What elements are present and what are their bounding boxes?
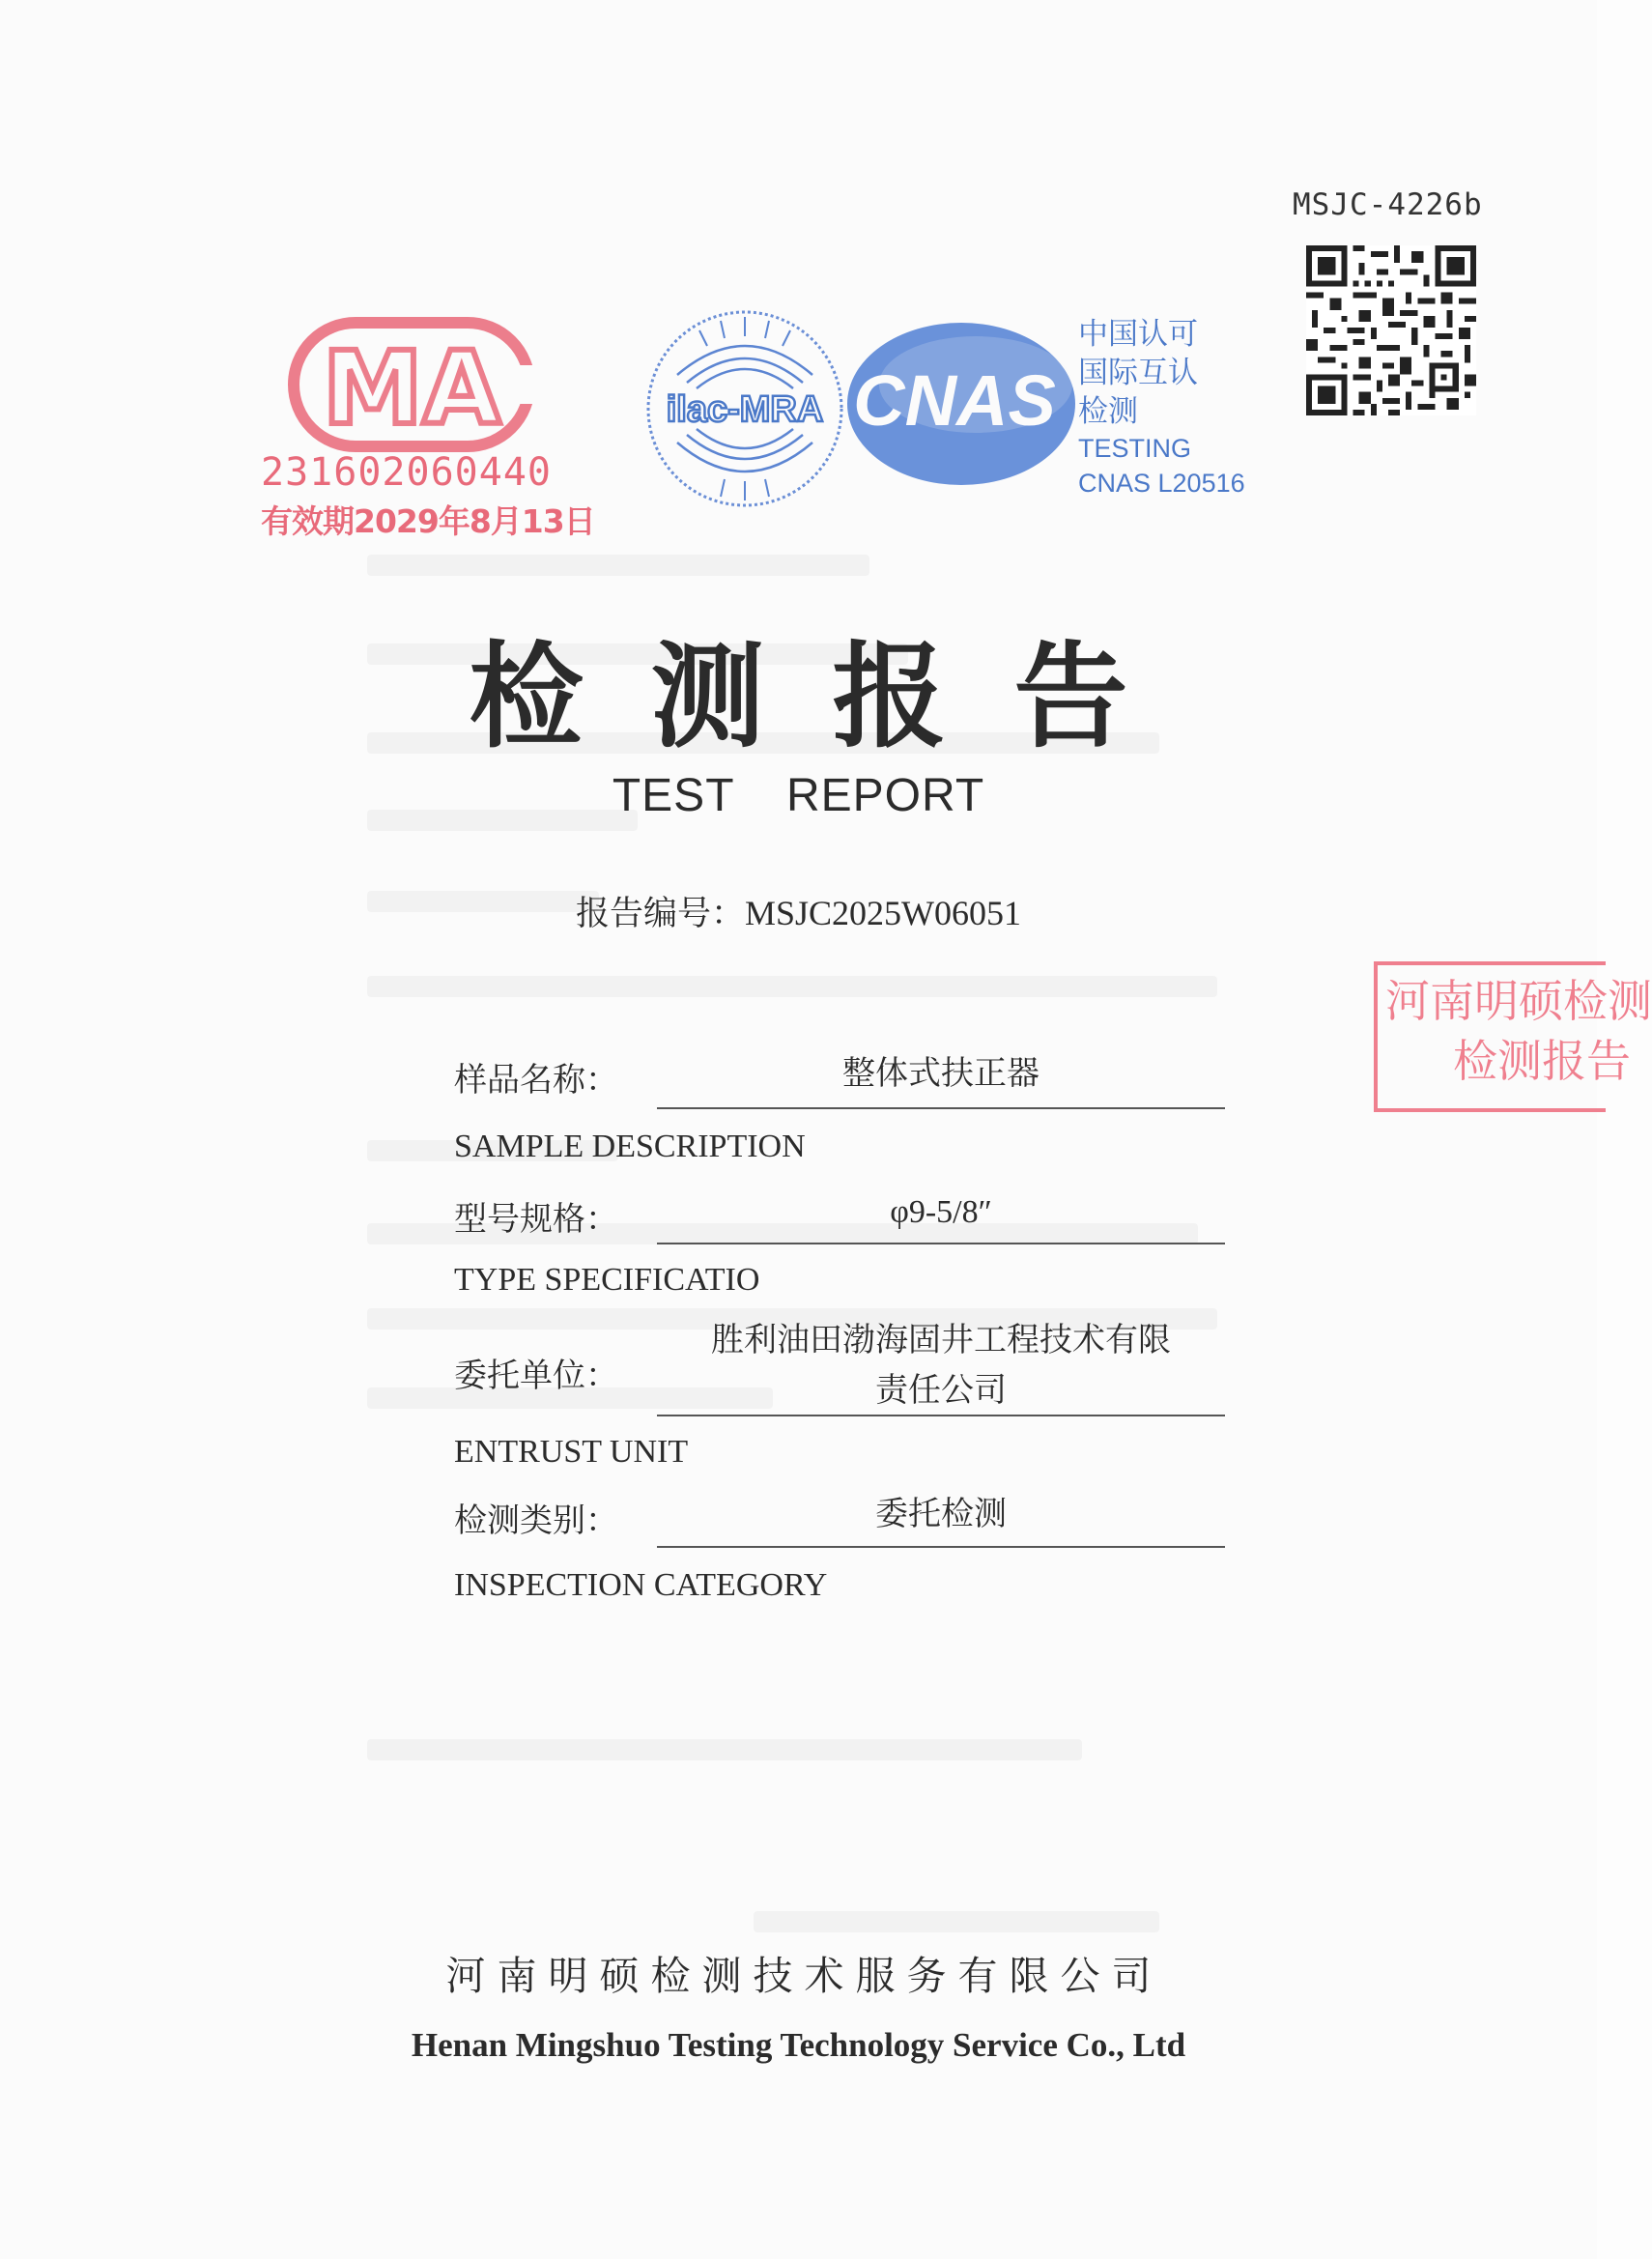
cnas-testing: TESTING [1078,434,1192,463]
model-value: φ9-5/8″ [890,1194,992,1230]
sample-name-value: 整体式扶正器 [842,1054,1040,1093]
category-label-en: INSPECTION CATEGORY [454,1567,828,1603]
sample-name-underline [657,1107,1225,1109]
entrust-unit-value-line-2: 责任公司 [875,1371,1007,1410]
company-name-en: Henan Mingshuo Testing Technology Service Co., Ltd [411,2026,1186,2064]
sample-name-label: 样品名称： [454,1061,618,1100]
model-underline [657,1243,1225,1244]
cnas-text: CNAS [853,360,1056,441]
ilac-mra-logo [643,307,846,510]
cnas-line-3: 检测 [1078,394,1138,429]
cnas-line-1: 中国认可 [1078,317,1198,352]
cma-number: 231602060440 [261,450,552,495]
report-number [0,887,1597,935]
seal-line-2: 检测报告 [1453,1035,1631,1087]
company-name-zh: 河南明硕检测技术服务有限公司 [445,1953,1163,1999]
model-label: 型号规格： [454,1200,618,1239]
entrust-unit-label-en: ENTRUST UNIT [454,1434,689,1470]
entrust-unit-value-line-1: 胜利油田渤海固井工程技术有限 [711,1321,1171,1359]
category-label: 检测类别： [454,1501,618,1540]
entrust-unit-underline [657,1415,1225,1416]
report-number-label: 报告编号： [575,895,745,933]
report-title-en: TEST REPORT [612,770,985,821]
cnas-license: CNAS L20516 [1078,469,1245,498]
seal-line-1: 河南明硕检测 [1385,975,1652,1027]
cnas-accreditation-text [1078,315,1245,500]
report-number-value: MSJC2025W06051 [744,894,1022,932]
cnas-logo [840,317,1082,491]
cma-valid-date: 有效期2029年8月13日 [261,502,595,540]
model-label-en: TYPE SPECIFICATIO [454,1262,760,1298]
company-seal-stamp [1374,961,1652,1112]
report-title-zh: 检测报告 [469,629,1196,763]
category-underline [657,1546,1225,1548]
qr-code-icon [1306,245,1476,415]
ilac-text: ilac-MRA [666,389,824,430]
sample-name-label-en: SAMPLE DESCRIPTION [454,1129,806,1164]
entrust-unit-label: 委托单位： [454,1357,618,1395]
category-value: 委托检测 [875,1495,1007,1533]
cnas-line-2: 国际互认 [1078,356,1198,390]
cma-logo-text: MA [323,329,500,447]
document-code: MSJC-4226b [1293,187,1483,222]
